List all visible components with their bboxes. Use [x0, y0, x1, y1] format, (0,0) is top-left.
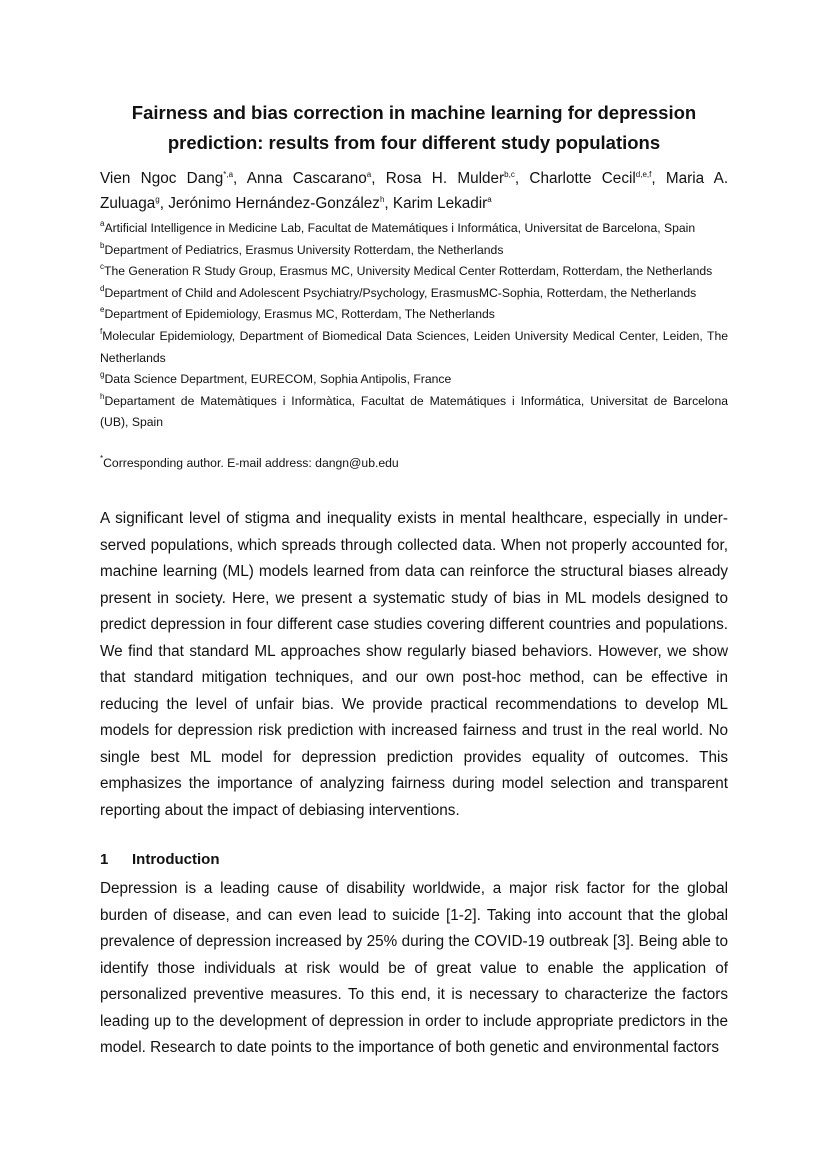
- abstract: A significant level of stigma and inequality exists in mental healthcare, especially in under-served populations, which spreads through collected data. When not properly accounted for, machine learning (ML) models learned from data can reinforce the structural biases already present in society. Here, we present a systematic study of bias in ML models designed to predict depression in four different case studies covering different countries and populations. We find that standard ML approaches show regularly biased behaviors. However, we show that standard mitigation techniques, and our own post-hoc method, can be effective in reducing the level of unfair bias. We provide practical recommendations to develop ML models for depression risk prediction with increased fairness and trust in the real world. No single best ML model for depression prediction provides equality of outcomes. This emphasizes the importance of analyzing fairness during model selection and transparent reporting about the impact of debiasing interventions.: [100, 510, 728, 819]
- affiliation: $^a$Artificial Intelligence in Medicine Lab, Facultat de Matemátiques i Informática, Universitat de Barcelona, Spain: [100, 219, 696, 235]
- affiliation: $^e$Department of Epidemiology, Erasmus MC, Rotterdam, The Netherlands: [100, 305, 495, 322]
- affiliation: $^c$The Generation R Study Group, Erasmus MC, University Medical Center Rotterdam, Rotterdam, the Netherlands: [100, 262, 713, 279]
- affiliation: $^b$Department of Pediatrics, Erasmus University Rotterdam, the Netherlands: [100, 240, 504, 257]
- author-list: Vien Ngoc Dang$^{*,a}$, Anna Cascarano$^a$, Rosa H. Mulder$^{b,c}$, Charlotte Cecil$^{d,e,f}$, Maria A. Zuluaga$^g$, Jerónimo Hernández-González$^h$, Karim Lekadir$^a$: [100, 170, 729, 212]
- introduction-text: Depression is a leading cause of disability worldwide, a major risk factor for the global burden of disease, and can even lead to suicide [1-2]. Taking into account that the global prevalence of depression increased by 25% during the COVID-19 outbreak [3]. Being able to identify those individuals at risk would be of great value to enable the application of personalized preventive measures. To this end, it is necessary to characterize the factors leading up to the development of depression in order to include appropriate predictors in the model. Research to date points to the importance of both genetic and environmental factors: [100, 880, 728, 1056]
- affiliations: [100, 218, 728, 434]
- affiliation: $^g$Data Science Department, EURECOM, Sophia Antipolis, France: [100, 370, 452, 387]
- author: Charlotte Cecil$^{d,e,f}$: [529, 170, 652, 187]
- author: Rosa H. Mulder$^{b,c}$: [385, 170, 515, 187]
- corresponding-author: *Corresponding author. E-mail address: dangn@ub.edu: [100, 454, 399, 470]
- affiliation: $^d$Department of Child and Adolescent Psychiatry/Psychology, ErasmusMC-Sophia, Rotterdam, the Netherlands: [100, 283, 697, 300]
- paper-title: Fairness and bias correction in machine learning for depression prediction: results from four different study populations: [131, 102, 697, 153]
- section-heading: 1 Introduction: [100, 851, 220, 868]
- author: Karim Lekadir$^a$: [392, 195, 492, 212]
- author: Vien Ngoc Dang$^{*,a}$: [100, 170, 234, 187]
- author: Maria A. Zuluaga$^g$: [100, 170, 729, 212]
- affiliation: $^f$Molecular Epidemiology, Department of Biomedical Data Sciences, Leiden University Medical Center, Leiden, The Netherlands: [100, 326, 728, 365]
- affiliation: $^h$Departament de Matemàtiques i Informàtica, Facultat de Matemátiques i Informática, Universitat de Barcelona (UB), Spain: [100, 391, 728, 430]
- author: Anna Cascarano$^a$: [246, 170, 372, 187]
- author: Jerónimo Hernández-González$^h$: [168, 195, 385, 212]
